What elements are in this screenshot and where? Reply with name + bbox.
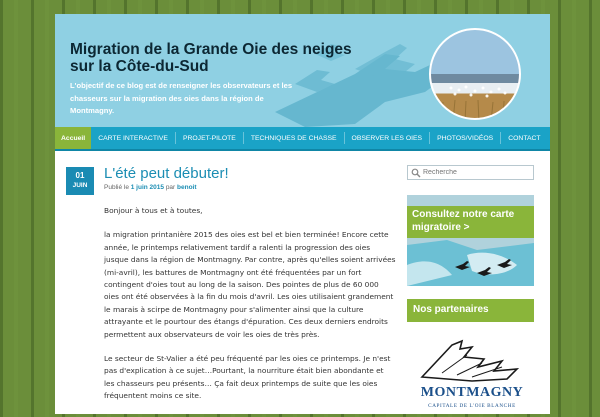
post-author-link[interactable]: benoit [177,184,197,191]
search-box [407,165,534,180]
search-input[interactable] [423,167,531,178]
header-photo-geese-marsh [429,28,521,120]
montmagny-logo[interactable] [412,337,532,417]
post-paragraph: Bonjour à tous et à toutes, [104,206,203,215]
post-date-month: JUIN [72,182,88,189]
marsh-landscape-graphic [431,30,521,120]
nav-item-techniques-de-chasse[interactable]: TECHNIQUES DE CHASSE [250,134,337,142]
logo-tagline: CAPITALE DE L'OIE BLANCHE [428,403,516,409]
nav-item-observer-les-oies[interactable]: OBSERVER LES OIES [351,134,423,142]
goose-logo-icon [412,337,532,385]
post-title[interactable]: L'été peut débuter! [104,165,229,182]
site-description: L'objectif de ce blog est de renseigner les observateurs et les chasseurs sur la migration des oies dans la région de Montmagny. [70,81,293,115]
post-meta-by: par [165,184,176,191]
nav-item-projet-pilote[interactable]: PROJET-PILOTE [182,134,236,142]
post-meta [104,184,197,191]
page-container [55,14,550,414]
migration-map-widget[interactable] [407,195,534,286]
site-header [55,14,550,127]
partners-title: Nos partenaires [413,304,489,315]
post-meta-prefix: Publié le [104,184,129,191]
search-icon [411,168,421,178]
post-date-badge [66,167,94,195]
sidebar [407,165,534,409]
nav-item-photos-videos[interactable]: PHOTOS/VIDÉOS [437,134,494,142]
post-paragraph: Le secteur de St-Valier a été peu fréquenté par les oies ce printemps. Je n'est pas d'explication à ce sujet…Pourtant, la nourriture était bien abondante et les chasseurs peu présents… Ça fait deux printemps de suite que les oies fréquentent moins ce site. [104,354,391,401]
site-title[interactable]: Migration de la Grande Oie des neiges sur la Côte-du-Sud [70,41,352,75]
map-widget-text[interactable]: Consultez notre carte migratoire > [412,209,515,233]
logo-name: MONTMAGNY [420,385,524,400]
nav-item-carte-interactive[interactable]: CARTE INTERACTIVE [98,134,168,142]
post-content [104,205,396,415]
nav-item-contact[interactable]: CONTACT [508,134,541,142]
post-paragraph: la migration printanière 2015 des oies est bel et bien terminée! Encore cette année, le printemps relativement tardif a ralenti la progression des oies jusque dans la région de Montmagny. Par contre, après qu'elles soient arrivées (mi-avril), les battures de Montmagny ont été fréquentées par un fort contingent d'oies tout au long de la saison. Des pointes de plus de 60 000 oies ont été observées à la fin du mois d'avril. Les oies utilisaient grandement le marais à scirpe de Montmagny pour s'alimenter ainsi que la culture attrayante et le pourtour des étangs d'épuration. Ces deux derniers endroits permettent aux observateurs de voir les oies de très près. [104,230,396,339]
post-date-link[interactable]: 1 juin 2015 [130,184,164,191]
main-navigation [55,127,550,151]
nav-item-accueil[interactable]: Accueil [55,127,91,149]
post-date-day: 01 [75,171,85,180]
partners-heading [407,299,534,322]
